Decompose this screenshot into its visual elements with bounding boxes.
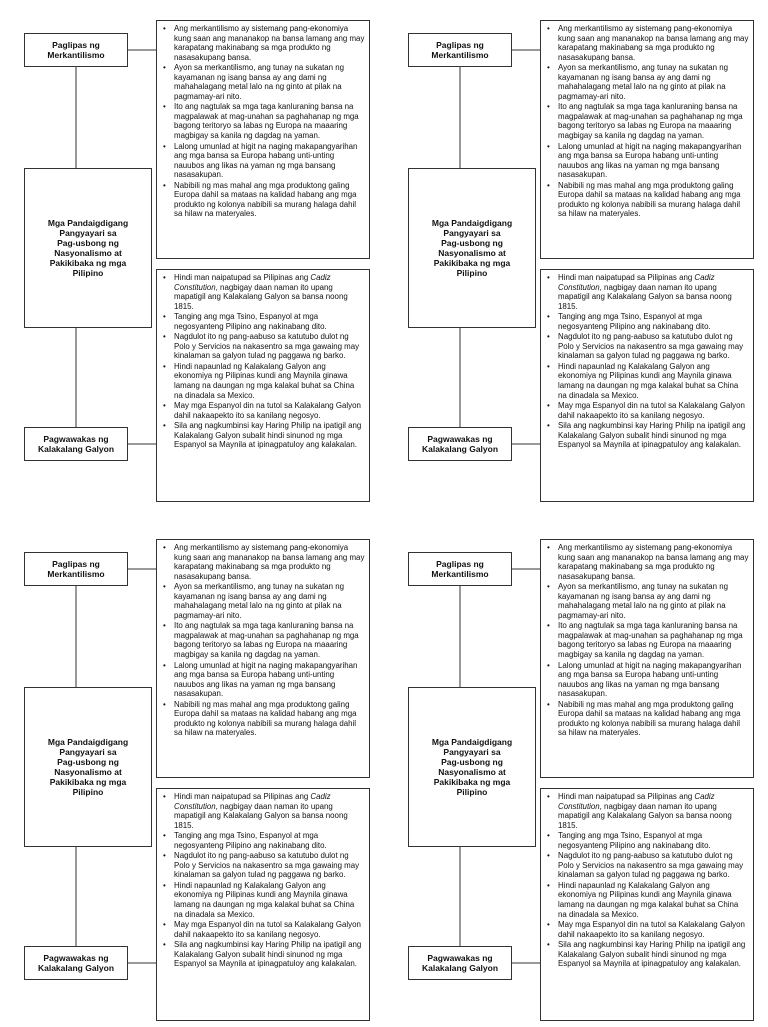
bullet-item xyxy=(162,543,365,581)
bullet-icon: • xyxy=(163,24,166,33)
bullet-text: Nagdulot ito ng pang-aabuso sa katutubo dulot ng Polo y Servicios na nakasentro sa mga gawaing may kinalaman sa galyon tulad ng paggawa ng barko. xyxy=(174,851,360,880)
bullet-text-pre: Hindi man naipatupad sa Pilipinas ang xyxy=(558,273,695,282)
diagram-panel-3 xyxy=(2,527,382,1027)
bullet-item xyxy=(162,142,365,180)
bullet-icon: • xyxy=(547,332,550,342)
bullet-item xyxy=(546,362,749,400)
label-paglipas-ng-merkantilismo: Paglipas ng Merkantilismo xyxy=(408,552,512,586)
bullet-item xyxy=(162,661,365,699)
bullet-item xyxy=(162,851,365,880)
bullet-icon: • xyxy=(547,63,550,73)
bullet-icon: • xyxy=(163,851,166,861)
bullet-text: Ito ang nagtulak sa mga taga kanluraning bansa na magpalawak at mag-unahan sa paghahanap ng mga bagong teritoryo sa labas ng Europa na maaaring magbigay sa kanila ng dagdag na yaman. xyxy=(174,621,359,660)
bullet-icon: • xyxy=(547,273,550,282)
label-pagwawakas-ng-kalakalang-galyon: Pagwawakas ng Kalakalang Galyon xyxy=(408,946,512,980)
merkantilismo-bullet-box xyxy=(156,20,370,259)
bullet-item xyxy=(162,582,365,620)
kalakalang-galyon-bullet-box xyxy=(540,269,754,502)
bullet-text: Ang merkantilismo ay sistemang pang-ekonomiya kung saan ang mananakop na bansa lamang ang may karapatang makinabang sa mga produkto ng nasasakupang bansa. xyxy=(174,24,365,62)
bullet-icon: • xyxy=(547,831,550,841)
bullet-text-pre: Hindi man naipatupad sa Pilipinas ang xyxy=(558,792,695,801)
bullet-icon: • xyxy=(547,312,550,322)
bullet-text-pre: Hindi man naipatupad sa Pilipinas ang xyxy=(174,792,311,801)
bullet-icon: • xyxy=(547,141,550,151)
bullet-item xyxy=(162,421,365,450)
bullet-icon: • xyxy=(547,543,550,552)
bullet-text: Nabibili ng mas mahal ang mga produktong galing Europa dahil sa mataas na kalidad habang ang mga produkto ng kolonya nabibili sa murang halaga dahil sa hilaw na materyales. xyxy=(558,699,741,738)
label-mga-pandaigdigang-pangyayari: Mga Pandaigdigang Pangyayari sa Pag-usbong ng Nasyonalismo at Pakikibaka ng mga Pilipino xyxy=(408,168,536,328)
bullet-item xyxy=(546,312,749,331)
bullet-text: Hindi napaunlad ng Kalakalang Galyon ang ekonomiya ng Pilipinas kundi ang Maynila ginawa lamang na daungan ng mga kalakal buhat sa China na dinadala sa Mexico. xyxy=(558,880,739,919)
bullet-item xyxy=(546,401,749,420)
label-paglipas-ng-merkantilismo: Paglipas ng Merkantilismo xyxy=(24,33,128,67)
bullet-text: Ayon sa merkantilismo, ang tunay na sukatan ng kayamanan ng isang bansa ay ang dami ng mahahalagang metal lalo na ng ginto at pilak na pagmamay-ari nito. xyxy=(174,582,345,620)
bullet-icon: • xyxy=(163,920,166,930)
bullet-text: Ito ang nagtulak sa mga taga kanluraning bansa na magpalawak at mag-unahan sa paghahanap ng mga bagong teritoryo sa labas ng Europa na maaaring magbigay sa kanila ng dagdag na yaman. xyxy=(558,102,743,141)
bullet-icon: • xyxy=(163,582,166,592)
bullet-item xyxy=(546,881,749,919)
bullet-item xyxy=(162,181,365,219)
bullet-text: Nagdulot ito ng pang-aabuso sa katutubo dulot ng Polo y Servicios na nakasentro sa mga gawaing may kinalaman sa galyon tulad ng paggawa ng barko. xyxy=(558,851,744,880)
bullet-icon: • xyxy=(547,880,550,890)
bullet-item xyxy=(546,920,749,939)
kalakalang-galyon-bullet-box xyxy=(540,788,754,1021)
bullet-item xyxy=(546,273,749,311)
bullet-item xyxy=(546,792,749,830)
bullet-text: Tanging ang mga Tsino, Espanyol at mga negosyanteng Pilipino ang nakinabang dito. xyxy=(174,831,327,850)
bullet-icon: • xyxy=(163,421,166,431)
diagram-panel-2 xyxy=(386,8,766,508)
bullet-icon: • xyxy=(163,699,166,709)
bullet-text: Ang merkantilismo ay sistemang pang-ekonomiya kung saan ang mananakop na bansa lamang ang may karapatang makinabang sa mga produkto ng nasasakupang bansa. xyxy=(558,24,749,62)
bullet-icon: • xyxy=(163,63,166,73)
bullet-icon: • xyxy=(547,920,550,930)
bullet-icon: • xyxy=(547,660,550,670)
bullet-text: Ito ang nagtulak sa mga taga kanluraning bansa na magpalawak at mag-unahan sa paghahanap ng mga bagong teritoryo sa labas ng Europa na maaaring magbigay sa kanila ng dagdag na yaman. xyxy=(558,621,743,660)
merkantilismo-bullet-box xyxy=(540,20,754,259)
bullet-item xyxy=(162,401,365,420)
bullet-text-italic: Cadiz Constitution xyxy=(558,273,715,292)
bullet-item xyxy=(546,332,749,361)
bullet-item xyxy=(546,940,749,969)
diagram-panel-4 xyxy=(386,527,766,1027)
bullet-text: Lalong umunlad at higit na naging makapangyarihan ang mga bansa sa Europa habang unti-unting nauubos ang likas na yaman ng mga bansang nasasakupan. xyxy=(558,141,742,180)
bullet-icon: • xyxy=(163,543,166,552)
bullet-text-italic: Cadiz Constitution xyxy=(174,273,331,292)
bullet-icon: • xyxy=(163,880,166,890)
label-mga-pandaigdigang-pangyayari: Mga Pandaigdigang Pangyayari sa Pag-usbong ng Nasyonalismo at Pakikibaka ng mga Pilipino xyxy=(24,687,152,847)
bullet-icon: • xyxy=(547,699,550,709)
bullet-item xyxy=(546,543,749,581)
bullet-text: Nagdulot ito ng pang-aabuso sa katutubo dulot ng Polo y Servicios na nakasentro sa mga gawaing may kinalaman sa galyon tulad ng paggawa ng barko. xyxy=(174,332,360,361)
bullet-text: Ang merkantilismo ay sistemang pang-ekonomiya kung saan ang mananakop na bansa lamang ang may karapatang makinabang sa mga produkto ng nasasakupang bansa. xyxy=(558,543,749,581)
bullet-item xyxy=(162,63,365,101)
merkantilismo-bullet-box xyxy=(540,539,754,778)
bullet-text: Nabibili ng mas mahal ang mga produktong galing Europa dahil sa mataas na kalidad habang ang mga produkto ng kolonya nabibili sa murang halaga dahil sa hilaw na materyales. xyxy=(174,699,357,738)
bullet-icon: • xyxy=(547,401,550,411)
bullet-text: Sila ang nagkumbinsi kay Haring Philip na ipatigil ang Kalakalang Galyon subalit hindi sinunod ng mga Espanyol sa Maynila at ipinagpatuloy ang kalakalan. xyxy=(174,421,362,450)
bullet-icon: • xyxy=(163,621,166,631)
bullet-text: Ayon sa merkantilismo, ang tunay na sukatan ng kayamanan ng isang bansa ay ang dami ng mahahalagang metal lalo na ng ginto at pilak na pagmamay-ari nito. xyxy=(558,582,729,620)
bullet-icon: • xyxy=(163,792,166,801)
merkantilismo-bullet-box xyxy=(156,539,370,778)
bullet-text-post: , nagbigay daan naman ito upang mapatigil ang Kalakalang Galyon sa bansa noong 1815. xyxy=(174,801,348,830)
bullet-text: May mga Espanyol din na tutol sa Kalakalang Galyon dahil nakaapekto ito sa kanilang negosyo. xyxy=(558,401,745,420)
label-pagwawakas-ng-kalakalang-galyon: Pagwawakas ng Kalakalang Galyon xyxy=(24,946,128,980)
bullet-icon: • xyxy=(163,312,166,322)
bullet-text: Tanging ang mga Tsino, Espanyol at mga negosyanteng Pilipino ang nakinabang dito. xyxy=(558,831,711,850)
bullet-text: Hindi napaunlad ng Kalakalang Galyon ang ekonomiya ng Pilipinas kundi ang Maynila ginawa lamang na daungan ng mga kalakal buhat sa China na dinadala sa Mexico. xyxy=(174,361,355,400)
bullet-item xyxy=(162,24,365,62)
bullet-item xyxy=(546,851,749,880)
bullet-item xyxy=(162,940,365,969)
kalakalang-galyon-bullet-box xyxy=(156,788,370,1021)
bullet-icon: • xyxy=(163,332,166,342)
bullet-icon: • xyxy=(163,141,166,151)
bullet-text: May mga Espanyol din na tutol sa Kalakalang Galyon dahil nakaapekto ito sa kanilang negosyo. xyxy=(174,401,361,420)
bullet-text-post: , nagbigay daan naman ito upang mapatigil ang Kalakalang Galyon sa bansa noong 1815. xyxy=(558,282,732,311)
bullet-item xyxy=(546,831,749,850)
bullet-text: Sila ang nagkumbinsi kay Haring Philip na ipatigil ang Kalakalang Galyon subalit hindi sinunod ng mga Espanyol sa Maynila at ipinagpatuloy ang kalakalan. xyxy=(558,940,746,969)
bullet-icon: • xyxy=(163,180,166,190)
label-pagwawakas-ng-kalakalang-galyon: Pagwawakas ng Kalakalang Galyon xyxy=(24,427,128,461)
bullet-item xyxy=(162,700,365,738)
label-mga-pandaigdigang-pangyayari: Mga Pandaigdigang Pangyayari sa Pag-usbong ng Nasyonalismo at Pakikibaka ng mga Pilipino xyxy=(408,687,536,847)
bullet-text-post: , nagbigay daan naman ito upang mapatigil ang Kalakalang Galyon sa bansa noong 1815. xyxy=(174,282,348,311)
bullet-text: Tanging ang mga Tsino, Espanyol at mga negosyanteng Pilipino ang nakinabang dito. xyxy=(558,312,711,331)
bullet-item xyxy=(162,831,365,850)
bullet-icon: • xyxy=(163,940,166,950)
bullet-icon: • xyxy=(547,180,550,190)
bullet-item xyxy=(162,792,365,830)
bullet-item xyxy=(546,582,749,620)
bullet-icon: • xyxy=(163,660,166,670)
bullet-item xyxy=(546,102,749,140)
bullet-item xyxy=(546,700,749,738)
bullet-item xyxy=(546,142,749,180)
bullet-text: Hindi napaunlad ng Kalakalang Galyon ang ekonomiya ng Pilipinas kundi ang Maynila ginawa lamang na daungan ng mga kalakal buhat sa China na dinadala sa Mexico. xyxy=(558,361,739,400)
bullet-text-pre: Hindi man naipatupad sa Pilipinas ang xyxy=(174,273,311,282)
bullet-item xyxy=(162,920,365,939)
bullet-icon: • xyxy=(547,421,550,431)
bullet-icon: • xyxy=(547,792,550,801)
bullet-icon: • xyxy=(163,102,166,112)
bullet-text: Hindi napaunlad ng Kalakalang Galyon ang ekonomiya ng Pilipinas kundi ang Maynila ginawa lamang na daungan ng mga kalakal buhat sa China na dinadala sa Mexico. xyxy=(174,880,355,919)
bullet-text: Lalong umunlad at higit na naging makapangyarihan ang mga bansa sa Europa habang unti-unting nauubos ang likas na yaman ng mga bansang nasasakupan. xyxy=(174,141,358,180)
label-mga-pandaigdigang-pangyayari: Mga Pandaigdigang Pangyayari sa Pag-usbong ng Nasyonalismo at Pakikibaka ng mga Pilipino xyxy=(24,168,152,328)
kalakalang-galyon-bullet-box xyxy=(156,269,370,502)
bullet-text: Nagdulot ito ng pang-aabuso sa katutubo dulot ng Polo y Servicios na nakasentro sa mga gawaing may kinalaman sa galyon tulad ng paggawa ng barko. xyxy=(558,332,744,361)
bullet-text: Ayon sa merkantilismo, ang tunay na sukatan ng kayamanan ng isang bansa ay ang dami ng mahahalagang metal lalo na ng ginto at pilak na pagmamay-ari nito. xyxy=(174,63,345,101)
bullet-item xyxy=(162,273,365,311)
bullet-item xyxy=(546,63,749,101)
bullet-text: Sila ang nagkumbinsi kay Haring Philip na ipatigil ang Kalakalang Galyon subalit hindi sinunod ng mga Espanyol sa Maynila at ipinagpatuloy ang kalakalan. xyxy=(174,940,362,969)
label-pagwawakas-ng-kalakalang-galyon: Pagwawakas ng Kalakalang Galyon xyxy=(408,427,512,461)
bullet-item xyxy=(162,332,365,361)
bullet-icon: • xyxy=(163,401,166,411)
bullet-icon: • xyxy=(547,102,550,112)
bullet-text: Tanging ang mga Tsino, Espanyol at mga negosyanteng Pilipino ang nakinabang dito. xyxy=(174,312,327,331)
bullet-text: Ito ang nagtulak sa mga taga kanluraning bansa na magpalawak at mag-unahan sa paghahanap ng mga bagong teritoryo sa labas ng Europa na maaaring magbigay sa kanila ng dagdag na yaman. xyxy=(174,102,359,141)
bullet-icon: • xyxy=(547,582,550,592)
bullet-text: Nabibili ng mas mahal ang mga produktong galing Europa dahil sa mataas na kalidad habang ang mga produkto ng kolonya nabibili sa murang halaga dahil sa hilaw na materyales. xyxy=(558,180,741,219)
bullet-text: May mga Espanyol din na tutol sa Kalakalang Galyon dahil nakaapekto ito sa kanilang negosyo. xyxy=(174,920,361,939)
bullet-icon: • xyxy=(163,831,166,841)
bullet-item xyxy=(162,621,365,659)
bullet-item xyxy=(162,362,365,400)
bullet-item xyxy=(546,24,749,62)
bullet-icon: • xyxy=(163,361,166,371)
bullet-icon: • xyxy=(547,851,550,861)
bullet-icon: • xyxy=(547,940,550,950)
bullet-text: Nabibili ng mas mahal ang mga produktong galing Europa dahil sa mataas na kalidad habang ang mga produkto ng kolonya nabibili sa murang halaga dahil sa hilaw na materyales. xyxy=(174,180,357,219)
label-paglipas-ng-merkantilismo: Paglipas ng Merkantilismo xyxy=(408,33,512,67)
bullet-text: Lalong umunlad at higit na naging makapangyarihan ang mga bansa sa Europa habang unti-unting nauubos ang likas na yaman ng mga bansang nasasakupan. xyxy=(558,660,742,699)
bullet-icon: • xyxy=(547,361,550,371)
bullet-item xyxy=(546,661,749,699)
bullet-text: Ayon sa merkantilismo, ang tunay na sukatan ng kayamanan ng isang bansa ay ang dami ng mahahalagang metal lalo na ng ginto at pilak na pagmamay-ari nito. xyxy=(558,63,729,101)
bullet-text-italic: Cadiz Constitution xyxy=(174,792,331,811)
bullet-text-italic: Cadiz Constitution xyxy=(558,792,715,811)
bullet-text-post: , nagbigay daan naman ito upang mapatigil ang Kalakalang Galyon sa bansa noong 1815. xyxy=(558,801,732,830)
bullet-text: May mga Espanyol din na tutol sa Kalakalang Galyon dahil nakaapekto ito sa kanilang negosyo. xyxy=(558,920,745,939)
bullet-text: Ang merkantilismo ay sistemang pang-ekonomiya kung saan ang mananakop na bansa lamang ang may karapatang makinabang sa mga produkto ng nasasakupang bansa. xyxy=(174,543,365,581)
bullet-item xyxy=(162,881,365,919)
bullet-icon: • xyxy=(163,273,166,282)
bullet-item xyxy=(546,421,749,450)
bullet-icon: • xyxy=(547,24,550,33)
bullet-item xyxy=(162,312,365,331)
bullet-text: Sila ang nagkumbinsi kay Haring Philip na ipatigil ang Kalakalang Galyon subalit hindi sinunod ng mga Espanyol sa Maynila at ipinagpatuloy ang kalakalan. xyxy=(558,421,746,450)
bullet-text: Lalong umunlad at higit na naging makapangyarihan ang mga bansa sa Europa habang unti-unting nauubos ang likas na yaman ng mga bansang nasasakupan. xyxy=(174,660,358,699)
diagram-panel-1 xyxy=(2,8,382,508)
label-paglipas-ng-merkantilismo: Paglipas ng Merkantilismo xyxy=(24,552,128,586)
bullet-item xyxy=(546,181,749,219)
bullet-item xyxy=(546,621,749,659)
bullet-icon: • xyxy=(547,621,550,631)
bullet-item xyxy=(162,102,365,140)
